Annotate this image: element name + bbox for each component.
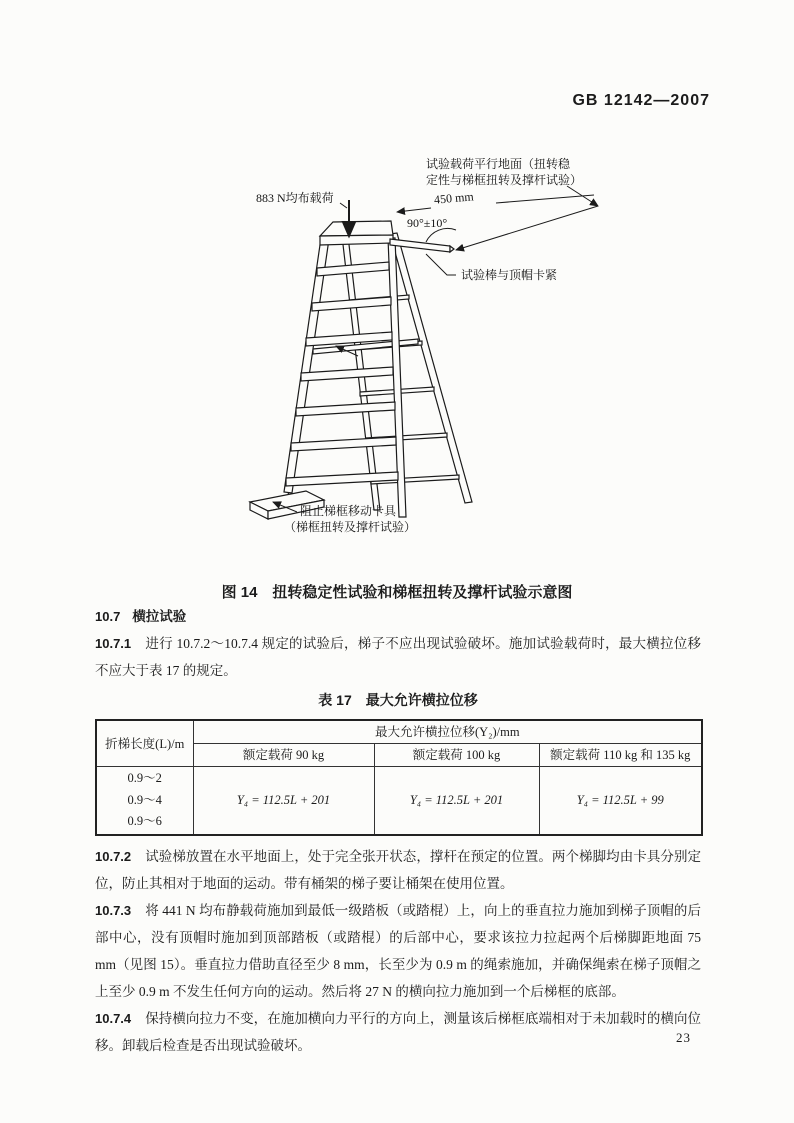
- table-17: [95, 719, 703, 836]
- label-bar-angle: 90°±10°: [407, 216, 448, 230]
- label-load-direction: 试验载荷平行地面（扭转稳 定性与梯框扭转及撑杆试验）: [426, 157, 583, 187]
- label-bar-length: 450 mm: [433, 189, 475, 207]
- clause-text: 保持横向拉力不变，在施加横向力平行的方向上，测量该后梯框底端相对于未加载时的横向位移。卸载后检查是否出现试验破坏。: [95, 1010, 701, 1053]
- figure-14-diagram: [90, 150, 710, 558]
- clause-content: [95, 603, 701, 1059]
- clause-10-7-2: [95, 843, 701, 897]
- length-value: 0.9～4: [127, 792, 162, 807]
- clause-text: 试验梯放置在水平地面上，处于完全张开状态，撑杆在预定的位置。两个梯脚均由卡具分别定位，防止其相对于地面的运动。带有桶架的梯子要让桶架在使用位置。: [95, 848, 701, 891]
- label-foot-clamp: 阻止梯框移动卡具 （梯框扭转及撑杆试验）: [284, 504, 417, 534]
- clause-title: 横拉试验: [132, 609, 187, 624]
- length-value: 0.9～6: [127, 814, 162, 828]
- figure-caption: 图 14 扭转稳定性试验和梯框扭转及撑杆试验示意图: [221, 584, 573, 601]
- cell-formula-110-135kg: Y₄ = 112.5L + 99: [539, 767, 702, 835]
- column-header-length: 折梯长度(L)/m: [96, 720, 193, 767]
- label-test-bar-clamp: 试验棒与顶帽卡紧: [461, 268, 558, 282]
- page-number: 23: [676, 1030, 691, 1045]
- clause-number: 10.7.2: [95, 848, 132, 864]
- column-header-90kg: 额定载荷 90 kg: [193, 744, 374, 767]
- stepladder-drawing-icon: [90, 150, 710, 558]
- clause-number: 10.7.3: [95, 902, 132, 918]
- length-value: 0.9～2: [127, 771, 162, 785]
- clause-text: 将 441 N 均布静载荷施加到最低一级踏板（或踏棍）上，向上的垂直拉力施加到梯子顶帽的后部中心，没有顶帽时施加到顶部踏板（或踏棍）的后部中心，要求该拉力拉起两个后梯脚距地面 75 mm（见图 15）。垂直拉力借助直径至少 8 mm，长至少为 0.9 m 的绳索施加，并确保绳索在梯子顶帽之上至少 0.9 m 不发生任何方向的运动。然后将 27 N 的横向拉力施加到一个后梯框的底部。: [95, 902, 701, 999]
- cell-lengths: [96, 767, 193, 835]
- cell-formula-100kg: Y₄ = 112.5L + 201: [374, 767, 539, 835]
- table-body-row: [96, 767, 702, 835]
- clause-number: 10.7: [95, 609, 121, 624]
- table-header-row-1: [96, 720, 702, 744]
- clause-text: 进行 10.7.2～10.7.4 规定的试验后，梯子不应出现试验破坏。施加试验载荷时，最大横拉位移不应大于表 17 的规定。: [95, 636, 701, 678]
- clause-10-7-1: [95, 630, 701, 684]
- clause-number: 10.7.1: [95, 636, 132, 651]
- column-header-100kg: 额定载荷 100 kg: [374, 744, 539, 767]
- table-17-title: 表 17 最大允许横拉位移: [318, 692, 478, 708]
- standard-number: GB 12142—2007: [572, 92, 710, 109]
- clause-number: 10.7.4: [95, 1010, 132, 1026]
- column-header-110-135kg: 额定载荷 110 kg 和 135 kg: [539, 744, 702, 767]
- clause-10-7-4: [95, 1005, 701, 1059]
- label-distributed-load: 883 N均布载荷: [256, 191, 334, 205]
- clause-10-7-3: [95, 897, 701, 1005]
- column-header-span: 最大允许横拉位移(Y₂)/mm: [193, 720, 702, 744]
- clause-10-7-heading: [95, 603, 701, 630]
- cell-formula-90kg: Y₄ = 112.5L + 201: [193, 767, 374, 835]
